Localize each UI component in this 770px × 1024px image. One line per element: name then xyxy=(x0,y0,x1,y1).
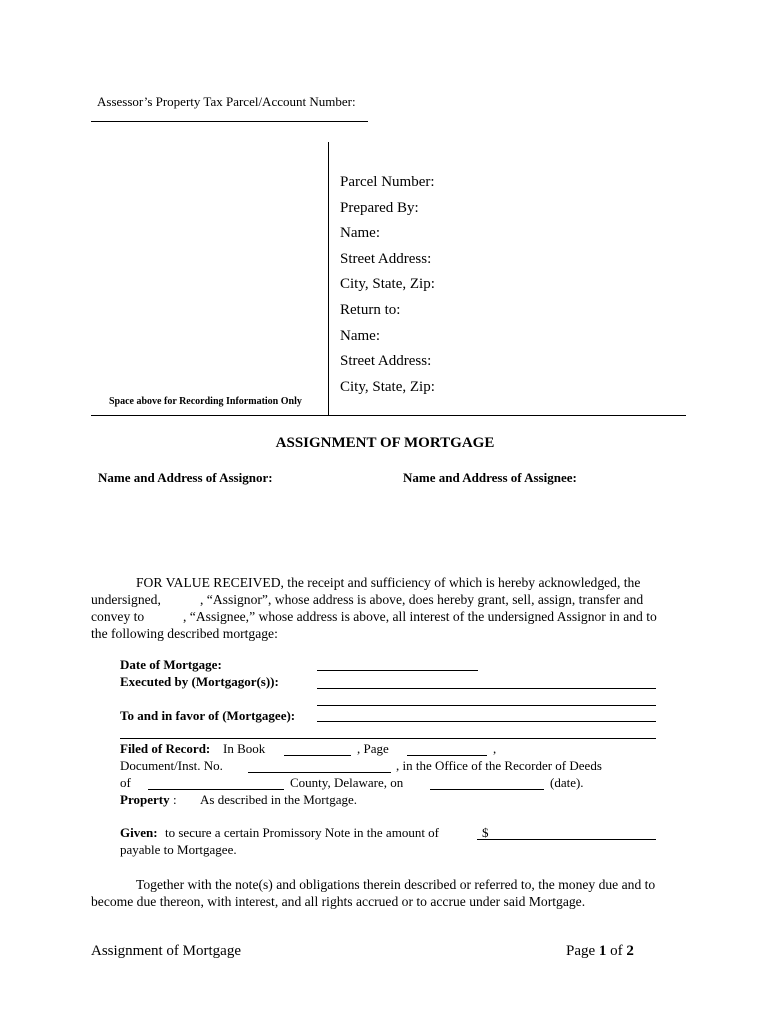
consideration-undersigned: undersigned, xyxy=(91,592,161,607)
prepared-name-label: Name: xyxy=(340,225,380,242)
parcel-account-line[interactable] xyxy=(91,121,368,122)
page-indicator xyxy=(566,943,634,960)
county-text: County, Delaware, on xyxy=(290,775,404,790)
page-number: 1 xyxy=(598,943,607,959)
recording-info-list xyxy=(340,170,435,400)
prepared-by-label: Prepared By: xyxy=(340,199,419,216)
footer-title: Assignment of Mortgage xyxy=(91,943,241,959)
executed-by-label: Executed by (Mortgagor(s)): xyxy=(120,674,279,689)
recording-box-divider xyxy=(328,142,329,416)
county-field[interactable] xyxy=(148,789,284,790)
recorded-date-field[interactable] xyxy=(430,789,544,790)
parcel-account-label: Assessor’s Property Tax Parcel/Account Number: xyxy=(97,94,356,109)
mortgagee-label: To and in favor of (Mortgagee): xyxy=(120,708,296,723)
recorder-office-text: , in the Office of the Recorder of Deeds xyxy=(396,758,602,773)
recording-note: Space above for Recording Information Only xyxy=(109,396,302,407)
return-to-label: Return to: xyxy=(340,301,401,318)
amount-field[interactable] xyxy=(477,839,656,840)
mortgagee-field-2[interactable] xyxy=(120,738,656,739)
prepared-city-label: City, State, Zip: xyxy=(340,276,435,293)
given-label: Given: xyxy=(120,825,158,840)
book-field[interactable] xyxy=(284,755,351,756)
assignee-label: Name and Address of Assignee: xyxy=(403,470,577,485)
given-text: to secure a certain Promissory Note in the amount of xyxy=(165,825,440,840)
document-inst-label: Document/Inst. No. xyxy=(120,758,223,773)
prepared-street-label: Street Address: xyxy=(340,250,432,267)
document-inst-field[interactable] xyxy=(248,772,391,773)
date-of-mortgage-label: Date of Mortgage: xyxy=(120,657,222,672)
consideration-line-2: , “Assignor”, whose address is above, does hereby grant, sell, assign, transfer and xyxy=(200,592,644,607)
recording-separator xyxy=(91,415,686,416)
together-line-1: Together with the note(s) and obligations therein described or referred to, the money due and to xyxy=(136,877,656,892)
page-field[interactable] xyxy=(407,755,487,756)
property-value: As described in the Mortgage. xyxy=(200,792,358,807)
page-word: Page xyxy=(566,943,596,959)
assignor-label: Name and Address of Assignor: xyxy=(98,470,273,485)
page-comma: , xyxy=(493,741,497,756)
consideration-line-3: , “Assignee,” whose address is above, all interest of the undersigned Assignor in and to xyxy=(183,609,657,624)
in-book-text: In Book xyxy=(223,741,266,756)
filed-of-record-label: Filed of Record: xyxy=(120,741,211,756)
of-word: of xyxy=(610,943,623,959)
property-label: Property xyxy=(120,792,170,807)
consideration-line-4: the following described mortgage: xyxy=(91,626,278,641)
page-total: 2 xyxy=(626,943,634,959)
dollar-sign: $ xyxy=(482,825,489,840)
mortgagee-field[interactable] xyxy=(317,721,656,722)
page-text: , Page xyxy=(357,741,389,756)
return-name-label: Name: xyxy=(340,327,380,344)
consideration-line-1: FOR VALUE RECEIVED, the receipt and sufficiency of which is hereby acknowledged, the xyxy=(136,575,641,590)
payable-text: payable to Mortgagee. xyxy=(120,842,237,857)
of-text: of xyxy=(120,775,131,790)
return-city-label: City, State, Zip: xyxy=(340,378,435,395)
consideration-convey-to: convey to xyxy=(91,609,145,624)
document-title: ASSIGNMENT OF MORTGAGE xyxy=(275,435,495,451)
parcel-number-label: Parcel Number: xyxy=(340,174,435,190)
date-text: (date). xyxy=(550,775,584,790)
executed-by-field[interactable] xyxy=(317,688,656,689)
together-line-2: become due thereon, with interest, and all rights accrued or to accrue under said Mortgage. xyxy=(91,894,586,909)
return-street-label: Street Address: xyxy=(340,353,432,370)
executed-by-field-2[interactable] xyxy=(317,705,656,706)
property-colon: : xyxy=(173,792,177,807)
date-of-mortgage-field[interactable] xyxy=(317,670,478,671)
